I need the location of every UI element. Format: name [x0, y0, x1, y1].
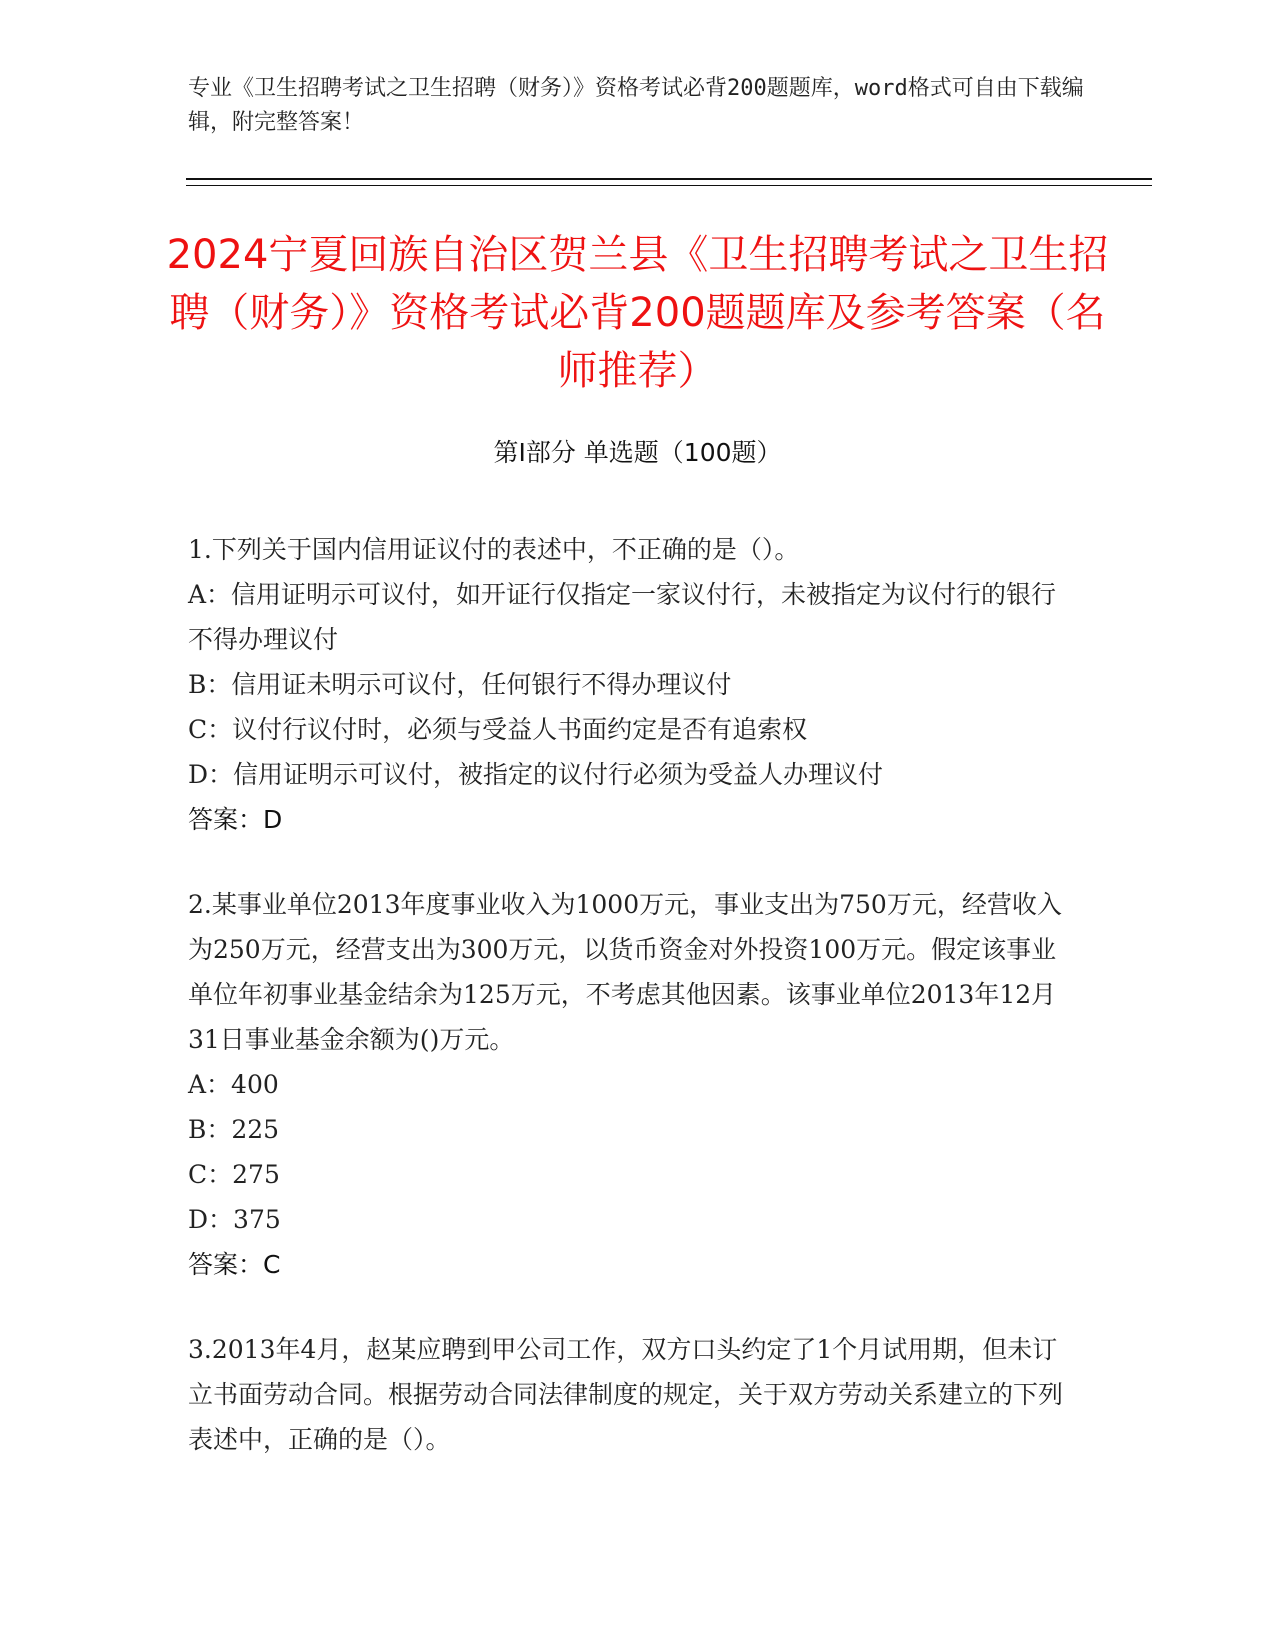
- option-b: B：225: [188, 1115, 280, 1144]
- question-stem: 3.2013年4月，赵某应聘到甲公司工作，双方口头约定了1个月试用期，但未订立书面劳动合同。根据劳动合同法律制度的规定，关于双方劳动关系建立的下列表述中，正确的是（）。: [188, 1335, 1064, 1454]
- header-divider-thin: [186, 185, 1152, 186]
- option-d: D：信用证明示可议付，被指定的议付行必须为受益人办理议付: [188, 760, 884, 789]
- option-d: D：375: [188, 1205, 281, 1234]
- question-list: [188, 527, 1078, 1502]
- option-c: C：议付行议付时，必须与受益人书面约定是否有追索权: [188, 715, 808, 744]
- option-a: A：400: [188, 1070, 279, 1099]
- header-divider-thick: [186, 178, 1152, 180]
- header-note: 专业《卫生招聘考试之卫生招聘（财务）》资格考试必背200题题库，word格式可自由下载编辑，附完整答案！: [188, 76, 1084, 135]
- section-title: 第I部分 单选题（100题）: [493, 438, 782, 467]
- option-c: C：275: [188, 1160, 280, 1189]
- question-2: [188, 882, 1078, 1287]
- question-1: [188, 527, 1078, 842]
- document-title: 2024宁夏回族自治区贺兰县《卫生招聘考试之卫生招聘（财务）》资格考试必背200题题库及参考答案（名师推荐）: [166, 232, 1109, 394]
- question-stem: 2.某事业单位2013年度事业收入为1000万元，事业支出为750万元，经营收入为250万元，经营支出为300万元，以货币资金对外投资100万元。假定该事业单位年初事业基金结余为125万元，不考虑其他因素。该事业单位2013年12月31日事业基金余额为()万元。: [188, 890, 1062, 1054]
- question-stem: 1.下列关于国内信用证议付的表述中，不正确的是（）。: [188, 535, 800, 564]
- question-answer: 答案：C: [188, 1250, 281, 1279]
- question-answer: 答案：D: [188, 805, 283, 834]
- option-a: A：信用证明示可议付，如开证行仅指定一家议付行，未被指定为议付行的银行不得办理议付: [188, 580, 1057, 654]
- option-b: B：信用证未明示可议付，任何银行不得办理议付: [188, 670, 732, 699]
- question-3: [188, 1327, 1078, 1462]
